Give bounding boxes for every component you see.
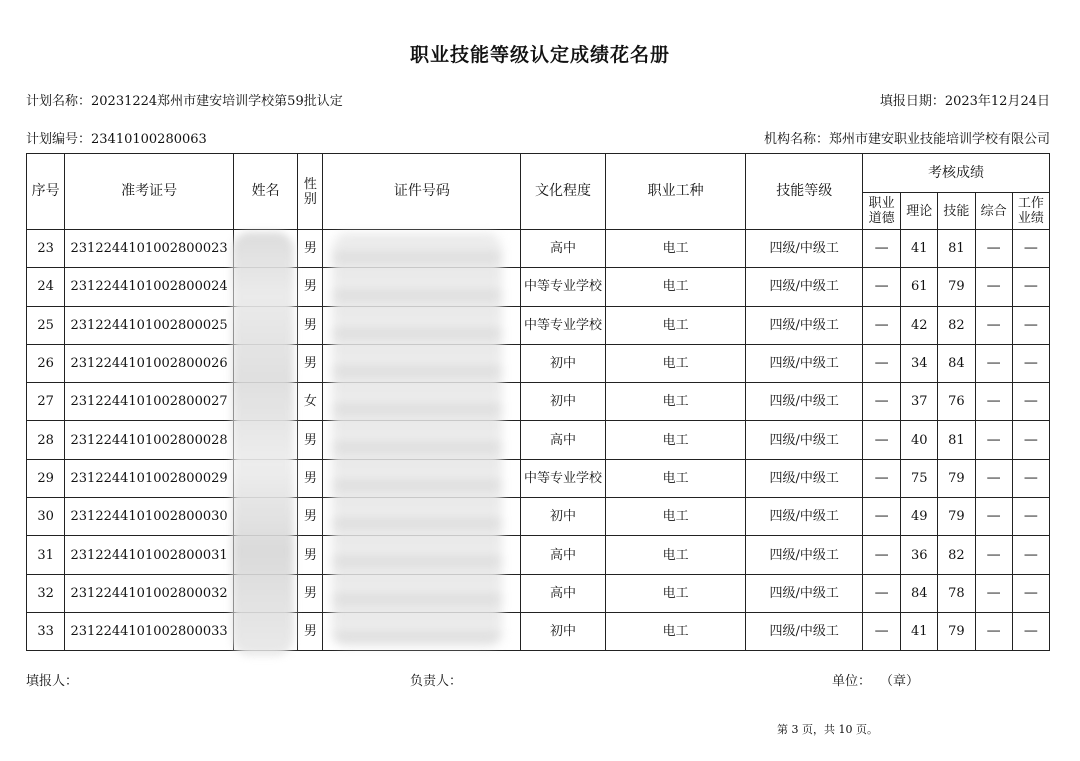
gender-cell: 男 <box>298 421 323 459</box>
education-cell: 高中 <box>521 421 605 459</box>
header-theory: 理论 <box>901 193 938 230</box>
level-cell: 四级/中级工 <box>746 268 863 306</box>
skill-cell: 81 <box>938 230 975 268</box>
seq-cell: 33 <box>27 612 65 650</box>
seq-cell: 26 <box>27 344 65 382</box>
education-cell: 高中 <box>521 230 605 268</box>
plan-no-value: 23410100280063 <box>91 132 207 147</box>
header-name: 姓名 <box>233 154 297 230</box>
header-education: 文化程度 <box>521 154 605 230</box>
fill-date-label: 填报日期： <box>879 94 945 109</box>
theory-cell: 61 <box>901 268 938 306</box>
gender-cell: 男 <box>298 612 323 650</box>
theory-cell: 36 <box>901 536 938 574</box>
gender-cell: 男 <box>298 574 323 612</box>
seq-cell: 29 <box>27 459 65 497</box>
header-overall: 综合 <box>975 193 1012 230</box>
exam-no-cell: 2312244101002800028 <box>65 421 234 459</box>
header-skill: 技能 <box>938 193 975 230</box>
exam-no-cell: 2312244101002800026 <box>65 344 234 382</box>
overall-cell: — <box>975 421 1012 459</box>
overall-cell: — <box>975 459 1012 497</box>
table-row <box>27 268 1050 306</box>
level-cell: 四级/中级工 <box>746 421 863 459</box>
overall-cell: — <box>975 498 1012 536</box>
level-cell: 四级/中级工 <box>746 383 863 421</box>
theory-cell: 84 <box>901 574 938 612</box>
redaction-name-column <box>232 232 294 656</box>
table-row <box>27 383 1050 421</box>
table-row <box>27 574 1050 612</box>
table-row <box>27 344 1050 382</box>
education-cell: 中等专业学校 <box>521 268 605 306</box>
work-cell: — <box>1012 383 1049 421</box>
skill-cell: 79 <box>938 268 975 306</box>
ethics-cell: — <box>862 306 900 344</box>
seq-cell: 25 <box>27 306 65 344</box>
fill-date <box>880 90 1050 109</box>
level-cell: 四级/中级工 <box>746 536 863 574</box>
skill-cell: 78 <box>938 574 975 612</box>
ethics-cell: — <box>862 230 900 268</box>
ethics-cell: — <box>862 421 900 459</box>
education-cell: 初中 <box>521 344 605 382</box>
skill-cell: 82 <box>938 536 975 574</box>
skill-cell: 84 <box>938 344 975 382</box>
gender-cell: 男 <box>298 536 323 574</box>
theory-cell: 49 <box>901 498 938 536</box>
gender-cell: 男 <box>298 306 323 344</box>
responsible-label: 负责人： <box>410 674 463 689</box>
table-row <box>27 536 1050 574</box>
occupation-cell: 电工 <box>605 498 746 536</box>
plan-no-label: 计划编号： <box>26 132 92 147</box>
header-work: 工作业绩 <box>1012 193 1049 230</box>
gender-cell: 女 <box>298 383 323 421</box>
header-scores: 考核成绩 <box>862 154 1049 193</box>
exam-no-cell: 2312244101002800025 <box>65 306 234 344</box>
ethics-cell: — <box>862 498 900 536</box>
occupation-cell: 电工 <box>605 230 746 268</box>
ethics-cell: — <box>862 344 900 382</box>
header-ethics: 职业道德 <box>862 193 900 230</box>
education-cell: 高中 <box>521 574 605 612</box>
seq-cell: 24 <box>27 268 65 306</box>
org-value: 郑州市建安职业技能培训学校有限公司 <box>828 132 1050 147</box>
skill-cell: 79 <box>938 498 975 536</box>
education-cell: 中等专业学校 <box>521 459 605 497</box>
work-cell: — <box>1012 536 1049 574</box>
skill-cell: 82 <box>938 306 975 344</box>
seq-cell: 27 <box>27 383 65 421</box>
gender-cell: 男 <box>298 268 323 306</box>
seq-cell: 23 <box>27 230 65 268</box>
occupation-cell: 电工 <box>605 383 746 421</box>
table-row <box>27 612 1050 650</box>
work-cell: — <box>1012 344 1049 382</box>
level-cell: 四级/中级工 <box>746 344 863 382</box>
gender-cell: 男 <box>298 498 323 536</box>
occupation-cell: 电工 <box>605 344 746 382</box>
work-cell: — <box>1012 306 1049 344</box>
ethics-cell: — <box>862 612 900 650</box>
theory-cell: 75 <box>901 459 938 497</box>
page-title: 职业技能等级认定成绩花名册 <box>409 44 670 66</box>
exam-no-cell: 2312244101002800024 <box>65 268 234 306</box>
page-indicator: 第 3 页，共 10 页。 <box>777 723 878 736</box>
work-cell: — <box>1012 459 1049 497</box>
header-level: 技能等级 <box>746 154 863 230</box>
table-row <box>27 421 1050 459</box>
theory-cell: 41 <box>901 230 938 268</box>
education-cell: 中等专业学校 <box>521 306 605 344</box>
skill-cell: 79 <box>938 459 975 497</box>
theory-cell: 42 <box>901 306 938 344</box>
occupation-cell: 电工 <box>605 421 746 459</box>
ethics-cell: — <box>862 536 900 574</box>
occupation-cell: 电工 <box>605 459 746 497</box>
header-gender: 性别 <box>298 154 323 230</box>
theory-cell: 41 <box>901 612 938 650</box>
education-cell: 初中 <box>521 498 605 536</box>
theory-cell: 40 <box>901 421 938 459</box>
theory-cell: 37 <box>901 383 938 421</box>
level-cell: 四级/中级工 <box>746 306 863 344</box>
skill-cell: 76 <box>938 383 975 421</box>
plan-name <box>26 90 343 109</box>
ethics-cell: — <box>862 383 900 421</box>
table-row <box>27 230 1050 268</box>
overall-cell: — <box>975 383 1012 421</box>
overall-cell: — <box>975 268 1012 306</box>
redaction-id-column <box>332 234 502 646</box>
education-cell: 高中 <box>521 536 605 574</box>
work-cell: — <box>1012 230 1049 268</box>
plan-number <box>26 128 207 147</box>
skill-cell: 79 <box>938 612 975 650</box>
theory-cell: 34 <box>901 344 938 382</box>
work-cell: — <box>1012 268 1049 306</box>
occupation-cell: 电工 <box>605 612 746 650</box>
score-table <box>26 153 1050 651</box>
table-row <box>27 498 1050 536</box>
occupation-cell: 电工 <box>605 306 746 344</box>
work-cell: — <box>1012 574 1049 612</box>
table-row <box>27 306 1050 344</box>
plan-name-label: 计划名称： <box>26 94 92 109</box>
header-seq: 序号 <box>27 154 65 230</box>
skill-cell: 81 <box>938 421 975 459</box>
exam-no-cell: 2312244101002800023 <box>65 230 234 268</box>
fill-date-value: 2023年12月24日 <box>944 94 1050 109</box>
ethics-cell: — <box>862 459 900 497</box>
exam-no-cell: 2312244101002800030 <box>65 498 234 536</box>
header-exam-no: 准考证号 <box>65 154 234 230</box>
level-cell: 四级/中级工 <box>746 574 863 612</box>
exam-no-cell: 2312244101002800027 <box>65 383 234 421</box>
seal-label: （章） <box>880 674 920 689</box>
level-cell: 四级/中级工 <box>746 612 863 650</box>
overall-cell: — <box>975 306 1012 344</box>
seq-cell: 28 <box>27 421 65 459</box>
overall-cell: — <box>975 574 1012 612</box>
overall-cell: — <box>975 344 1012 382</box>
gender-cell: 男 <box>298 344 323 382</box>
exam-no-cell: 2312244101002800032 <box>65 574 234 612</box>
exam-no-cell: 2312244101002800033 <box>65 612 234 650</box>
org-name <box>764 128 1050 147</box>
header-id-no: 证件号码 <box>323 154 521 230</box>
education-cell: 初中 <box>521 612 605 650</box>
seq-cell: 31 <box>27 536 65 574</box>
overall-cell: — <box>975 536 1012 574</box>
occupation-cell: 电工 <box>605 268 746 306</box>
occupation-cell: 电工 <box>605 574 746 612</box>
exam-no-cell: 2312244101002800029 <box>65 459 234 497</box>
header-occupation: 职业工种 <box>605 154 746 230</box>
education-cell: 初中 <box>521 383 605 421</box>
seq-cell: 32 <box>27 574 65 612</box>
table-row <box>27 459 1050 497</box>
overall-cell: — <box>975 612 1012 650</box>
work-cell: — <box>1012 612 1049 650</box>
filler-label: 填报人： <box>26 674 79 689</box>
occupation-cell: 电工 <box>605 536 746 574</box>
level-cell: 四级/中级工 <box>746 459 863 497</box>
unit-label: 单位： <box>832 674 872 689</box>
level-cell: 四级/中级工 <box>746 498 863 536</box>
level-cell: 四级/中级工 <box>746 230 863 268</box>
plan-name-value: 20231224郑州市建安培训学校第59批认定 <box>91 94 343 109</box>
org-label: 机构名称： <box>763 132 829 147</box>
gender-cell: 男 <box>298 459 323 497</box>
work-cell: — <box>1012 421 1049 459</box>
ethics-cell: — <box>862 574 900 612</box>
seq-cell: 30 <box>27 498 65 536</box>
overall-cell: — <box>975 230 1012 268</box>
exam-no-cell: 2312244101002800031 <box>65 536 234 574</box>
work-cell: — <box>1012 498 1049 536</box>
gender-cell: 男 <box>298 230 323 268</box>
ethics-cell: — <box>862 268 900 306</box>
